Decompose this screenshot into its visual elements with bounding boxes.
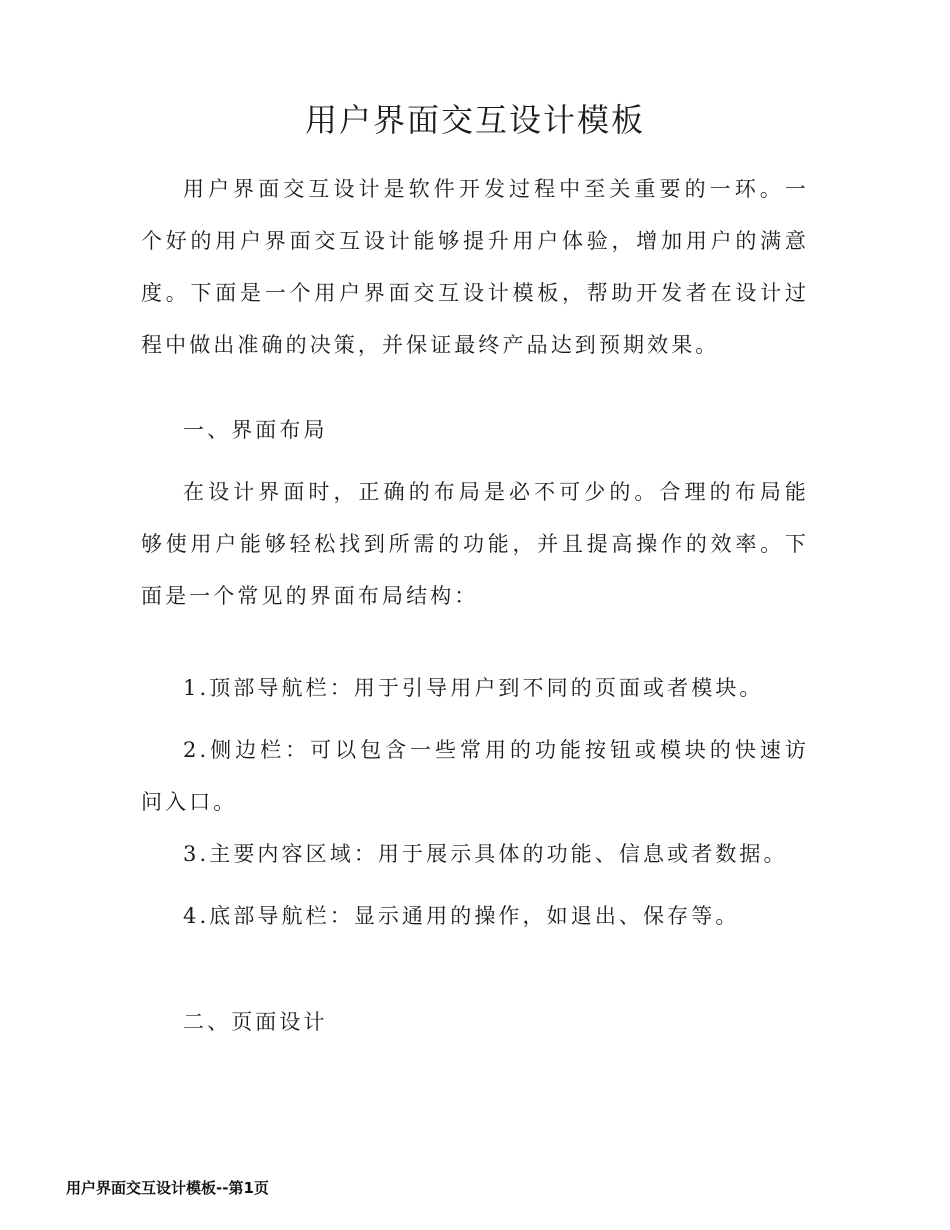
list-item: 1.顶部导航栏：用于引导用户到不同的页面或者模块。 bbox=[183, 676, 764, 700]
page-footer: 用户界面交互设计模板--第1页 bbox=[66, 1179, 269, 1197]
section-1-heading: 一、界面布局 bbox=[183, 418, 328, 442]
section-1-body: 在设计界面时，正确的布局是必不可少的。合理的布局能够使用户能够轻松找到所需的功能，并且提高操作的效率。下面是一个常见的界面布局结构： bbox=[141, 480, 809, 608]
intro-paragraph: 用户界面交互设计是软件开发过程中至关重要的一环。一个好的用户界面交互设计能够提升用户体验，增加用户的满意度。下面是一个用户界面交互设计模板，帮助开发者在设计过程中做出准确的决策，并保证最终产品达到预期效果。 bbox=[141, 177, 809, 357]
list-item: 2.侧边栏：可以包含一些常用的功能按钮或模块的快速访问入口。 bbox=[141, 738, 809, 814]
section-2-heading: 二、页面设计 bbox=[183, 1010, 328, 1034]
document-title: 用户界面交互设计模板 bbox=[304, 101, 645, 139]
list-item: 3.主要内容区域：用于展示具体的功能、信息或者数据。 bbox=[183, 842, 788, 866]
list-item: 4.底部导航栏：显示通用的操作，如退出、保存等。 bbox=[183, 904, 740, 928]
